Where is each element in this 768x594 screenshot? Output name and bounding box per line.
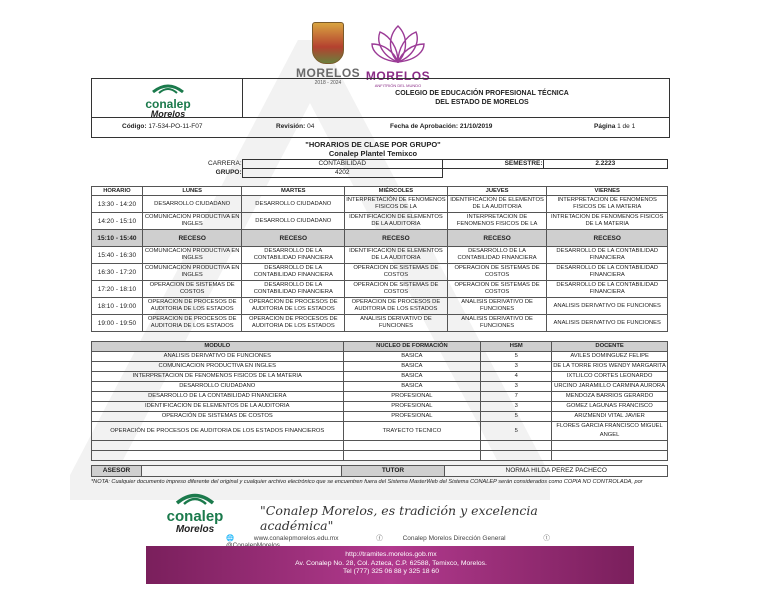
module-cell: [552, 441, 668, 451]
schedule-cell: OPERACION DE SISTEMAS DE COSTOS: [447, 281, 547, 298]
schedule-cell: DESARROLLO CIUDADANO: [242, 213, 345, 230]
module-cell: COMUNICACION PRODUCTIVA EN INGLES: [92, 362, 344, 372]
carrera-label: CARRERA:: [208, 160, 242, 167]
module-row: [92, 372, 668, 382]
tutor-label: TUTOR: [341, 466, 445, 477]
facebook-link[interactable]: [376, 535, 523, 542]
schedule-table: [91, 186, 668, 332]
schedule-cell: INTERPRETACION DE FENOMENOS FISICOS DE LA MATERIA: [547, 196, 668, 213]
module-cell: URCINO JARAMILLO CARMINA AURORA: [552, 382, 668, 392]
module-cell: GOMEZ LAGUNAS FRANCISCO: [552, 402, 668, 412]
schedule-cell: INTERPRETACIÓN DE FENOMENOS FISICOS DE LA: [345, 196, 448, 213]
schedule-cell: DESARROLLO DE LA CONTABILIDAD FINANCIERA: [547, 247, 668, 264]
schedule-cell: DESARROLLO CIUDADANO: [242, 196, 345, 213]
fecha-field: [390, 123, 492, 130]
module-cell: 3: [481, 362, 552, 372]
state-logo-years: 2018 - 2024: [314, 80, 342, 86]
schedule-cell: OPERACION DE PROCESOS DE AUDITORIA DE LOS ESTADOS: [142, 315, 242, 332]
address-text: Av. Conalep No. 28, Col. Azteca, C.P. 62588, Temixco, Morelos.: [295, 559, 487, 567]
schedule-cell: OPERACION DE SISTEMAS DE COSTOS: [447, 264, 547, 281]
asesor-value: [141, 466, 341, 477]
module-row: [92, 392, 668, 402]
schedule-cell: DESARROLLO DE LA CONTABILIDAD FINANCIERA: [547, 281, 668, 298]
anfitrion-logo-name: MORELOS: [365, 69, 431, 83]
schedule-cell: RECESO: [142, 230, 242, 247]
time-slot: 18:10 - 19:00: [92, 298, 143, 315]
schedule-row: [92, 230, 668, 247]
conalep-brand: conalep: [145, 97, 191, 111]
schedule-cell: IDENTIFICACION DE ELEMENTOS DE LA AUDITORIA: [345, 213, 448, 230]
module-cell: MENDOZA BARRIOS GERARDO: [552, 392, 668, 402]
module-cell: INTERPRETACION DE FENOMENOS FISICOS DE LA MATERIA: [92, 372, 344, 382]
module-cell: BASICA: [343, 362, 481, 372]
module-cell: [343, 441, 481, 451]
schedule-cell: DESARROLLO DE LA CONTABILIDAD FINANCIERA: [447, 247, 547, 264]
module-cell: 3: [481, 382, 552, 392]
module-cell: AVILES DOMINGUEZ FELIPE: [552, 352, 668, 362]
module-cell: DE LA TORRE RIOS WENDY MARGARITA: [552, 362, 668, 372]
module-cell: OPERACIÓN DE SISTEMAS DE COSTOS: [92, 412, 344, 422]
footer-brand: conalep: [166, 508, 224, 525]
schedule-header: LUNES: [142, 187, 242, 196]
schedule-cell: ANALISIS DERIVATIVO DE FUNCIONES: [447, 315, 547, 332]
group-info: [140, 159, 668, 178]
schedule-cell: COMUNICACION PRODUCTIVA EN INGLES: [142, 264, 242, 281]
document-header: [91, 78, 670, 138]
modules-table: [91, 341, 668, 461]
morelos-state-logo: [296, 22, 360, 86]
module-row: [92, 422, 668, 441]
schedule-cell: ANALISIS DERIVATIVO DE FUNCIONES: [447, 298, 547, 315]
modules-header: HSM: [481, 342, 552, 352]
footer-slogan: "Conalep Morelos, es tradición y excelencia académica": [260, 503, 538, 533]
asesor-label: ASESOR: [92, 466, 142, 477]
schedule-header: HORARIO: [92, 187, 143, 196]
pagina-label: Página: [594, 123, 616, 130]
module-row: [92, 382, 668, 392]
pagina-value: 1 de 1: [617, 123, 636, 130]
schedule-row: [92, 281, 668, 298]
revision-field: [276, 123, 314, 130]
modules-header: NUCLEO DE FORMACIÓN: [343, 342, 481, 352]
document-note: *NOTA: Cualquier documento impreso diferente del original y cualquier archivo electrónico que se encuentren fuera del Sistema MasterWeb del Sistema CONALEP serán considerados como COPIA NO CONTROLADA, por: [91, 479, 643, 485]
globe-icon: 🌐: [226, 535, 235, 542]
conalep-logo: [128, 81, 208, 119]
conalep-emblem-icon: [151, 82, 185, 94]
schedule-cell: RECESO: [447, 230, 547, 247]
module-row: [92, 412, 668, 422]
tutor-value: NORMA HILDA PEREZ PACHECO: [445, 466, 668, 477]
module-cell: 3: [481, 402, 552, 412]
grupo-value: 4202: [242, 169, 442, 178]
schedule-title: "HORARIOS DE CLASE POR GRUPO": [305, 140, 441, 149]
schedule-cell: RECESO: [547, 230, 668, 247]
schedule-cell: INTERPRETACION DE FENOMENOS FISICOS DE LA: [447, 213, 547, 230]
time-slot: 19:00 - 19:50: [92, 315, 143, 332]
module-cell: [481, 451, 552, 461]
module-cell: 5: [481, 412, 552, 422]
time-slot: 16:30 - 17:20: [92, 264, 143, 281]
schedule-header: VIERNES: [547, 187, 668, 196]
module-cell: ANALISIS DERIVATIVO DE FUNCIONES: [92, 352, 344, 362]
schedule-row: [92, 264, 668, 281]
module-cell: [92, 441, 344, 451]
modules-header: MODULO: [92, 342, 344, 352]
phone-text: Tel (777) 325 06 88 y 325 18 60: [343, 568, 439, 575]
pagina-field: [594, 123, 635, 130]
anfitrion-logo-sub: ANFITRIÓN DEL MUNDO: [374, 83, 422, 88]
footer-sub: Morelos: [175, 524, 215, 535]
schedule-cell: OPERACION DE SISTEMAS DE COSTOS: [142, 281, 242, 298]
schedule-cell: COMUNICACION PRODUCTIVA EN INGLES: [142, 247, 242, 264]
schedule-cell: DESARROLLO DE LA CONTABILIDAD FINANCIERA: [242, 264, 345, 281]
module-row: [92, 402, 668, 412]
schedule-cell: COMUNICACION PRODUCTIVA EN INGLES: [142, 213, 242, 230]
footer-conalep-emblem-icon: [175, 491, 215, 505]
module-cell: IXTLILCO CORTES LEONARDO: [552, 372, 668, 382]
schedule-cell: RECESO: [242, 230, 345, 247]
module-cell: ARIZMENDI VITAL JAVIER: [552, 412, 668, 422]
module-row: [92, 441, 668, 451]
footer-address: [226, 551, 556, 577]
revision-value: 04: [307, 123, 315, 130]
state-seal-icon: [312, 22, 344, 64]
tramites-link[interactable]: http://tramites.morelos.gob.mx: [345, 551, 437, 558]
module-cell: BASICA: [343, 372, 481, 382]
schedule-row: [92, 213, 668, 230]
schedule-cell: DESARROLLO CIUDADANO: [142, 196, 242, 213]
module-cell: FLORES GARCIA FRANCISCO MIGUEL ANGEL: [552, 422, 668, 441]
schedule-cell: ANALISIS DERIVATIVO DE FUNCIONES: [547, 298, 668, 315]
module-cell: OPERACIÓN DE PROCESOS DE AUDITORIA DE LOS ESTADOS FINANCIEROS: [92, 422, 344, 441]
module-cell: DESARROLLO CIUDADANO: [92, 382, 344, 392]
module-row: [92, 362, 668, 372]
module-cell: PROFESIONAL: [343, 412, 481, 422]
fecha-value: 21/10/2019: [459, 123, 493, 130]
grupo-label: GRUPO:: [215, 169, 242, 176]
twitter-icon: ⓣ: [543, 535, 550, 542]
semestre-value: 2.2223: [543, 160, 667, 169]
lotus-icon: [370, 22, 426, 66]
codigo-value: 17-534-PO-11-F07: [148, 123, 203, 130]
module-cell: 4: [481, 372, 552, 382]
state-logo-name: MORELOS: [296, 66, 361, 80]
fecha-label: Fecha de Aprobación:: [390, 123, 459, 130]
schedule-cell: OPERACION DE PROCESOS DE AUDITORIA DE LOS ESTADOS: [142, 298, 242, 315]
schedule-cell: INTRETACION DE FENOMENOS FISICOS DE LA MATERIA: [547, 213, 668, 230]
module-cell: BASICA: [343, 382, 481, 392]
schedule-cell: RECESO: [345, 230, 448, 247]
module-cell: PROFESIONAL: [343, 402, 481, 412]
modules-header: DOCENTE: [552, 342, 668, 352]
advisor-row: [91, 465, 668, 477]
time-slot: 15:40 - 16:30: [92, 247, 143, 264]
schedule-header: MARTES: [242, 187, 345, 196]
schedule-cell: ANALISIS DERIVATIVO DE FUNCIONES: [547, 315, 668, 332]
module-cell: [552, 451, 668, 461]
campus-title: Conalep Plantel Temixco: [328, 149, 418, 158]
schedule-header: MIÉRCOLES: [345, 187, 448, 196]
conalep-sub: Morelos: [150, 109, 186, 119]
facebook-text: Conalep Morelos Dirección General: [402, 535, 506, 542]
schedule-row: [92, 298, 668, 315]
schedule-cell: DESARROLLO DE LA CONTABILIDAD FINANCIERA: [242, 281, 345, 298]
codigo-field: [122, 123, 202, 130]
module-cell: [343, 451, 481, 461]
time-slot: 15:10 - 15:40: [92, 230, 143, 247]
schedule-cell: ANALISIS DERIVATIVO DE FUNCIONES: [345, 315, 448, 332]
module-cell: [481, 441, 552, 451]
institution-line2: DEL ESTADO DE MORELOS: [435, 99, 529, 106]
schedule-cell: OPERACION DE PROCESOS DE AUDITORIA DE LOS ESTADOS: [242, 298, 345, 315]
module-cell: 7: [481, 392, 552, 402]
schedule-cell: IDENTIFICACION DE ELEMENTOS DE LA AUDITORIA: [447, 196, 547, 213]
schedule-row: [92, 196, 668, 213]
schedule-cell: OPERACION DE SISTEMAS DE COSTOS: [345, 264, 448, 281]
module-row: [92, 352, 668, 362]
module-cell: DESARROLLO DE LA CONTABILIDAD FINANCIERA: [92, 392, 344, 402]
institution-name: [332, 89, 632, 107]
time-slot: 17:20 - 18:10: [92, 281, 143, 298]
institution-line1: COLEGIO DE EDUCACIÓN PROFESIONAL TÉCNICA: [395, 90, 569, 97]
schedule-cell: IDENTIFICACION DE ELEMENTOS DE LA AUDITORIA: [345, 247, 448, 264]
module-cell: BASICA: [343, 352, 481, 362]
carrera-value: CONTABILIDAD: [242, 160, 442, 169]
web-text: www.conalepmorelos.edu.mx: [253, 535, 339, 542]
facebook-icon: ⓕ: [376, 535, 383, 542]
module-cell: 5: [481, 352, 552, 362]
schedule-cell: OPERACION DE PROCESOS DE AUDITORIA DE LOS ESTADOS: [242, 315, 345, 332]
time-slot: 13:30 - 14:20: [92, 196, 143, 213]
module-cell: 5: [481, 422, 552, 441]
module-cell: PROFESIONAL: [343, 392, 481, 402]
schedule-cell: DESARROLLO DE LA CONTABILIDAD FINANCIERA: [242, 247, 345, 264]
semestre-label: SEMESTRE:: [442, 160, 543, 169]
schedule-cell: OPERACION DE PROCESOS DE AUDITORIA DE LOS ESTADOS: [345, 298, 448, 315]
schedule-row: [92, 247, 668, 264]
schedule-cell: OPERACION DE SISTEMAS DE COSTOS: [345, 281, 448, 298]
schedule-cell: DESARROLLO DE LA CONTABILIDAD FINANCIERA: [547, 264, 668, 281]
schedule-row: [92, 315, 668, 332]
schedule-header: JUEVES: [447, 187, 547, 196]
module-cell: IDENTIFICACION DE ELEMENTOS DE LA AUDITORIA: [92, 402, 344, 412]
module-row: [92, 451, 668, 461]
codigo-label: Código:: [122, 123, 147, 130]
module-cell: [92, 451, 344, 461]
module-cell: TRAYECTO TECNICO: [343, 422, 481, 441]
web-link[interactable]: [226, 535, 356, 542]
time-slot: 14:20 - 15:10: [92, 213, 143, 230]
revision-label: Revisión:: [276, 123, 306, 130]
footer-conalep-logo: [160, 491, 230, 535]
